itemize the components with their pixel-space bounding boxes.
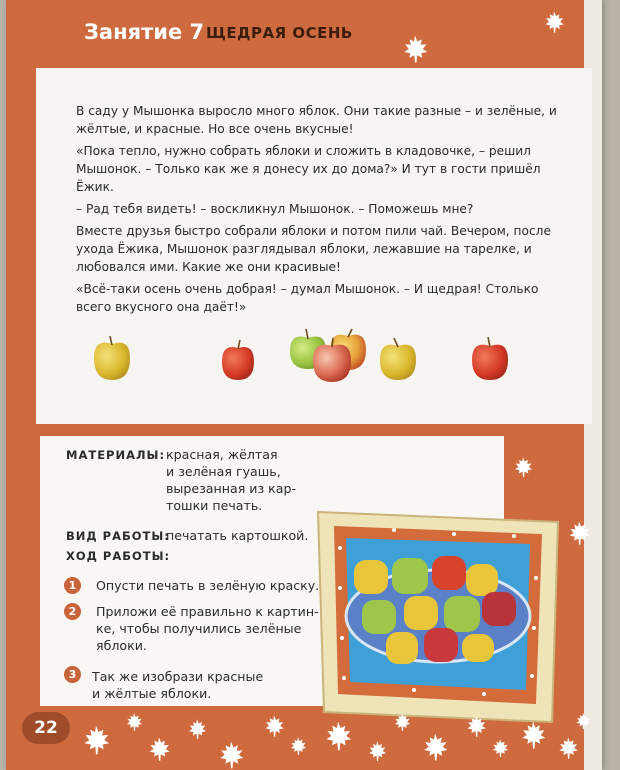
apples-illustration: [76, 318, 526, 388]
steps-label: ХОД РАБОТЫ:: [66, 549, 171, 563]
apple-print-picture: [314, 508, 562, 728]
step-text: [96, 577, 326, 594]
materials-label: МАТЕРИАЛЫ:: [66, 448, 166, 462]
materials-line: красная, жёлтая: [166, 447, 278, 462]
maple-leaf-icon: [400, 34, 430, 64]
story-text: [76, 102, 576, 320]
story-paragraph: «Всё-таки осень очень добрая! – думал Мышонок. – И щедрая! Столько всего вкусного она даёт!»: [76, 282, 539, 314]
maple-leaf-icon: [566, 520, 592, 546]
apple-icon: [94, 336, 130, 380]
apple-icon: [222, 340, 254, 380]
step-line: Приложи её правильно к картин-: [96, 604, 319, 619]
leaves-border: [66, 706, 602, 770]
work-type-label: ВИД РАБОТЫ:: [66, 529, 170, 543]
step-number-badge: 2: [64, 603, 81, 620]
step-number-badge: 1: [64, 577, 81, 594]
materials-text: [166, 446, 326, 514]
story-paragraph: – Рад тебя видеть! – воскликнул Мышонок. – Поможешь мне?: [76, 202, 474, 216]
lesson-theme: ЩЕДРАЯ ОСЕНЬ: [206, 24, 353, 42]
step-text: [96, 603, 326, 654]
step-line: ке, чтобы получились зелёные: [96, 621, 302, 636]
apple-icon: [380, 338, 416, 380]
maple-leaf-icon: [512, 456, 534, 478]
lesson-title: Занятие 7: [84, 20, 205, 44]
materials-line: вырезанная из кар-: [166, 481, 297, 496]
work-type-value: печатать картошкой.: [166, 528, 309, 543]
book-page: [6, 0, 602, 770]
maple-leaf-icon: [542, 10, 566, 34]
step-text: [92, 668, 322, 702]
page-number-badge: 22: [22, 712, 70, 744]
story-paragraph: «Пока тепло, нужно собрать яблоки и сложить в кладовочке, – решил Мышонок. – Только как же я донесу их до дома?» И тут в гости пришёл Ёжик.: [76, 144, 541, 194]
story-paragraph: Вместе друзья быстро собрали яблоки и потом пили чай. Вечером, после ухода Ёжика, Мышонок разглядывал яблоки, лежавшие на тарелке, и любовался ими. Какие же они красивые!: [76, 224, 551, 274]
step-line: яблоки.: [96, 638, 147, 653]
step-line: Так же изобрази красные: [92, 669, 264, 684]
step-number-badge: 3: [64, 666, 81, 683]
story-paragraph: В саду у Мышонка выросло много яблок. Они такие разные – и зелёные, и жёлтые, и красные. Но все очень вкусные!: [76, 104, 557, 136]
apple-icon: [472, 337, 508, 380]
materials-line: тошки печать.: [166, 498, 263, 513]
materials-line: и зелёная гуашь,: [166, 464, 281, 479]
step-line: и жёлтые яблоки.: [92, 686, 212, 701]
step-line: Опусти печать в зелёную краску.: [96, 578, 320, 593]
